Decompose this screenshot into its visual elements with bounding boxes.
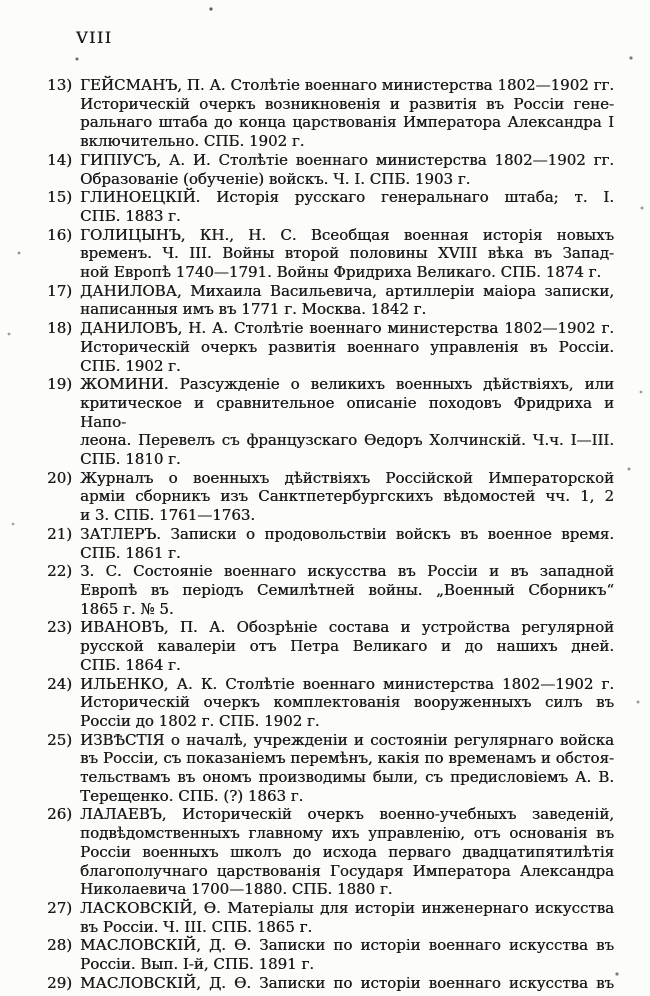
entry-line: ГОЛИЦЫНЪ, КН., Н. С. Всеобщая военная исторія новыхъ (80, 225, 614, 244)
entry-line: ЛАСКОВСКІЙ, Ѳ. Матеріалы для исторіи инженернаго искусства (80, 898, 614, 917)
entry-line: подвѣдомственныхъ главному ихъ управленію, отъ основанія въ (80, 824, 614, 843)
list-item (42, 731, 614, 806)
entry-line: Терещенко. СПБ. (?) 1863 г. (80, 786, 304, 805)
entry-line: ИВАНОВЪ, П. А. Обозрѣніе состава и устройства регулярной (80, 618, 614, 637)
entry-text (80, 319, 614, 375)
entry-line: ИЗВѢСТІЯ о началѣ, учрежденіи и состояніи регулярнаго войска (80, 730, 614, 749)
entry-number: 17) (47, 281, 72, 300)
bibliography-list (42, 76, 614, 992)
list-item (42, 936, 614, 973)
entry-line: Образованіе (обученіе) войскъ. Ч. I. СПБ. 1903 г. (80, 169, 471, 188)
entry-line: ральнаго штаба до конца царствованія Императора Александра I (80, 113, 614, 132)
entry-line: МАСЛОВСКІЙ, Д. Ѳ. Записки по исторіи военнаго искусства въ (80, 973, 614, 992)
entry-number: 27) (47, 898, 72, 917)
entry-text (80, 226, 614, 282)
entry-line: ИЛЬЕНКО, А. К. Столѣтіе военнаго министерства 1802—1902 г. (80, 674, 614, 693)
entry-text (80, 805, 614, 899)
list-item (42, 618, 614, 674)
entry-line: СПБ. 1902 г. (80, 356, 181, 375)
entry-text (80, 562, 614, 618)
entry-number: 13) (47, 76, 72, 94)
entry-number: 24) (47, 674, 72, 693)
entry-line: ДАНИЛОВА, Михаила Васильевича, артиллеріи маіора записки, (80, 281, 614, 300)
entry-number: 14) (47, 150, 72, 169)
entry-text (80, 731, 614, 806)
entry-line: СПБ. 1883 г. (80, 206, 181, 225)
entry-line: написанныя имъ въ 1771 г. Москва. 1842 г. (80, 300, 427, 319)
entry-line: СПБ. 1861 г. (80, 543, 181, 562)
entry-text (80, 282, 614, 319)
entry-line: и 3. СПБ. 1761—1763. (80, 506, 256, 525)
entry-line: ЖОМИНИ. Разсужденіе о великихъ военныхъ дѣйствіяхъ, или (80, 375, 614, 394)
entry-text (80, 188, 614, 225)
list-item (42, 675, 614, 731)
entry-text (80, 936, 614, 973)
list-item (42, 188, 614, 225)
entry-text (80, 618, 614, 674)
entry-text (80, 899, 614, 936)
entry-line: въ Россіи, съ показаніемъ перемѣнъ, какія по временамъ и обстоя- (80, 749, 614, 768)
list-item (42, 282, 614, 319)
entry-line: ДАНИЛОВЪ, Н. А. Столѣтіе военнаго министерства 1802—1902 г. (80, 319, 614, 338)
scan-speckles (0, 0, 2, 2)
entry-line: русской кавалеріи отъ Петра Великаго и до нашихъ дней. (80, 637, 614, 656)
entry-text (80, 375, 614, 469)
list-item (42, 226, 614, 282)
entry-number: 18) (47, 319, 72, 338)
entry-number: 21) (47, 524, 72, 543)
entry-number: 23) (47, 618, 72, 637)
entry-text (80, 525, 614, 562)
entry-number: 26) (47, 805, 72, 824)
entry-line: временъ. Ч. III. Войны второй половины XVIII вѣка въ Запад- (80, 244, 614, 263)
entry-line: ГИПІУСЪ, А. И. Столѣтіе военнаго министерства 1802—1902 гг. (80, 150, 614, 169)
list-item (42, 76, 614, 151)
entry-line: Николаевича 1700—1880. СПБ. 1880 г. (80, 880, 393, 899)
entry-line: арміи сборникъ изъ Санктпетербургскихъ вѣдомостей чч. 1, 2 (80, 487, 614, 506)
entry-line: Россіи. Вып. I-й, СПБ. 1891 г. (80, 955, 314, 974)
entry-line: ЛАЛАЕВЪ, Историческій очеркъ военно-учебныхъ заведеній, (80, 805, 614, 824)
entry-line: въ Россіи. Ч. III. СПБ. 1865 г. (80, 917, 313, 936)
list-item (42, 805, 614, 899)
list-item (42, 375, 614, 469)
entry-line: Историческій очеркъ возникновенія и развитія въ Россіи гене- (80, 94, 614, 113)
list-item (42, 319, 614, 375)
list-item (42, 469, 614, 525)
list-item (42, 525, 614, 562)
entry-text (80, 675, 614, 731)
entry-line: Россіи военныхъ школъ до исхода перваго двадцатипятилѣтія (80, 842, 614, 861)
entry-number: 19) (47, 375, 72, 394)
entry-number: 25) (47, 730, 72, 749)
entry-line: МАСЛОВСКІЙ, Д. Ѳ. Записки по исторіи военнаго искусства въ (80, 936, 614, 955)
entry-line: включительно. СПБ. 1902 г. (80, 132, 305, 151)
entry-number: 16) (47, 225, 72, 244)
entry-number: 22) (47, 562, 72, 581)
list-item (42, 974, 614, 993)
entry-line: Журналъ о военныхъ дѣйствіяхъ Россійской Императорской (80, 468, 614, 487)
entry-line: ГЛИНОЕЦКІЙ. Исторія русскаго генеральнаго штаба; т. I. (80, 188, 614, 207)
entry-line: СПБ. 1864 г. (80, 655, 181, 674)
entry-number: 15) (47, 188, 72, 207)
entry-line: леона. Перевелъ съ французскаго Ѳедоръ Холчинскій. Ч.ч. I—III. (80, 431, 614, 450)
entry-line: ГЕЙСМАНЪ, П. А. Столѣтіе военнаго министерства 1802—1902 гг. (80, 76, 614, 94)
entry-text (80, 974, 614, 993)
list-item (42, 562, 614, 618)
entry-line: З. С. Состояніе военнаго искусства въ Россіи и въ западной (80, 562, 614, 581)
entry-number: 29) (47, 973, 72, 992)
entry-number: 20) (47, 468, 72, 487)
entry-line: Историческій очеркъ комплектованія вооруженныхъ силъ въ (80, 693, 614, 712)
entry-line: СПБ. 1810 г. (80, 450, 181, 469)
entry-line: 1865 г. № 5. (80, 599, 174, 618)
entry-line: Европѣ въ періодъ Семилѣтней войны. „Военный Сборникъ“ (80, 580, 614, 599)
entry-text (80, 76, 614, 151)
entry-line: ЗАТЛЕРЪ. Записки о продовольствіи войскъ въ военное время. (80, 524, 614, 543)
entry-number: 28) (47, 936, 72, 955)
entry-line: благополучнаго царствованія Государя Императора Александра (80, 861, 614, 880)
entry-line: Историческій очеркъ развитія военнаго управленія въ Россіи. (80, 337, 614, 356)
entry-line: критическое и сравнительное описаніе походовъ Фридриха и Напо- (80, 393, 614, 431)
entry-text (80, 151, 614, 188)
entry-line: ной Европѣ 1740—1791. Войны Фридриха Великаго. СПБ. 1874 г. (80, 263, 602, 282)
entry-text (80, 469, 614, 525)
entry-line: тельствамъ въ ономъ производимы были, съ предисловіемъ А. В. (80, 768, 614, 787)
page-number: VIII (76, 28, 113, 47)
list-item (42, 899, 614, 936)
entry-line: Россіи до 1802 г. СПБ. 1902 г. (80, 711, 320, 730)
list-item (42, 151, 614, 188)
